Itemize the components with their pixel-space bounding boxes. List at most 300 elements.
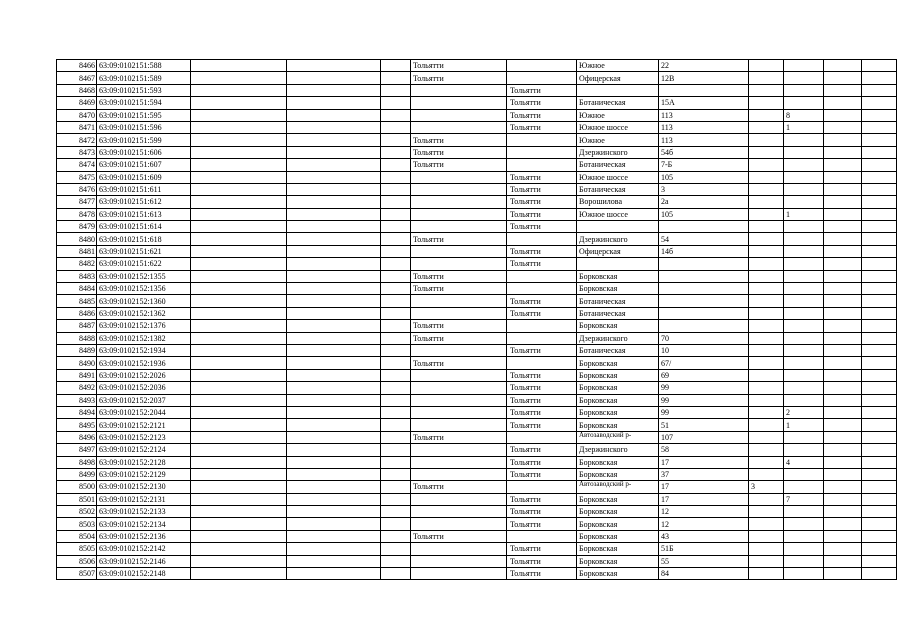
empty-cell bbox=[381, 72, 411, 84]
row-number-cell: 8485 bbox=[57, 295, 97, 307]
empty-cell bbox=[862, 444, 897, 456]
empty-cell bbox=[191, 72, 287, 84]
cadastral-number-cell: 63:09:0102152:2136 bbox=[97, 530, 191, 542]
empty-cell bbox=[381, 369, 411, 381]
empty-cell bbox=[381, 196, 411, 208]
empty-cell bbox=[191, 159, 287, 171]
empty-cell bbox=[287, 543, 381, 555]
empty-cell bbox=[862, 60, 897, 72]
city-cell bbox=[411, 493, 507, 505]
building-cell bbox=[749, 307, 784, 319]
empty-cell bbox=[191, 295, 287, 307]
empty-cell bbox=[824, 344, 862, 356]
empty-cell bbox=[191, 97, 287, 109]
empty-cell bbox=[191, 258, 287, 270]
row-number-cell: 8493 bbox=[57, 394, 97, 406]
house-cell: 113 bbox=[659, 121, 749, 133]
street-cell: Дзержинского bbox=[577, 146, 659, 158]
city-alt-cell: Тольятти bbox=[507, 518, 577, 530]
empty-cell bbox=[862, 221, 897, 233]
city-alt-cell bbox=[507, 320, 577, 332]
table-row bbox=[57, 208, 897, 220]
city-cell bbox=[411, 258, 507, 270]
street-cell: Борковская bbox=[577, 357, 659, 369]
table-row bbox=[57, 369, 897, 381]
house-cell: 70 bbox=[659, 332, 749, 344]
city-alt-cell: Тольятти bbox=[507, 84, 577, 96]
apartment-cell: 1 bbox=[784, 121, 824, 133]
city-cell bbox=[411, 394, 507, 406]
street-cell: Борковская bbox=[577, 493, 659, 505]
cadastral-number-cell: 63:09:0102151:594 bbox=[97, 97, 191, 109]
empty-cell bbox=[862, 481, 897, 493]
empty-cell bbox=[381, 183, 411, 195]
building-cell bbox=[749, 84, 784, 96]
cadastral-number-cell: 63:09:0102152:2142 bbox=[97, 543, 191, 555]
building-cell bbox=[749, 320, 784, 332]
house-cell: 113 bbox=[659, 134, 749, 146]
house-cell: 37 bbox=[659, 468, 749, 480]
city-cell bbox=[411, 506, 507, 518]
apartment-cell: 1 bbox=[784, 419, 824, 431]
apartment-cell bbox=[784, 258, 824, 270]
apartment-cell bbox=[784, 369, 824, 381]
empty-cell bbox=[381, 233, 411, 245]
cadastral-number-cell: 63:09:0102152:2026 bbox=[97, 369, 191, 381]
house-cell: 107 bbox=[659, 431, 749, 443]
cadastral-number-cell: 63:09:0102151:618 bbox=[97, 233, 191, 245]
apartment-cell bbox=[784, 431, 824, 443]
city-cell bbox=[411, 196, 507, 208]
empty-cell bbox=[824, 555, 862, 567]
empty-cell bbox=[381, 109, 411, 121]
street-cell: Дзержинского bbox=[577, 332, 659, 344]
table-row bbox=[57, 444, 897, 456]
building-cell: 3 bbox=[749, 481, 784, 493]
empty-cell bbox=[191, 369, 287, 381]
table-row bbox=[57, 97, 897, 109]
row-number-cell: 8497 bbox=[57, 444, 97, 456]
city-cell bbox=[411, 344, 507, 356]
empty-cell bbox=[862, 159, 897, 171]
table-row bbox=[57, 320, 897, 332]
city-alt-cell: Тольятти bbox=[507, 208, 577, 220]
empty-cell bbox=[862, 109, 897, 121]
empty-cell bbox=[824, 307, 862, 319]
street-cell: Борковская bbox=[577, 456, 659, 468]
building-cell bbox=[749, 97, 784, 109]
house-cell bbox=[659, 258, 749, 270]
empty-cell bbox=[287, 270, 381, 282]
empty-cell bbox=[191, 456, 287, 468]
table-row bbox=[57, 84, 897, 96]
apartment-cell bbox=[784, 543, 824, 555]
table-row bbox=[57, 493, 897, 505]
empty-cell bbox=[191, 233, 287, 245]
empty-cell bbox=[862, 332, 897, 344]
table-row bbox=[57, 146, 897, 158]
apartment-cell bbox=[784, 97, 824, 109]
city-cell bbox=[411, 295, 507, 307]
empty-cell bbox=[287, 320, 381, 332]
empty-cell bbox=[287, 245, 381, 257]
city-cell bbox=[411, 468, 507, 480]
table-row bbox=[57, 233, 897, 245]
empty-cell bbox=[381, 134, 411, 146]
registry-table bbox=[56, 59, 897, 580]
city-cell bbox=[411, 555, 507, 567]
empty-cell bbox=[824, 568, 862, 580]
city-cell bbox=[411, 84, 507, 96]
row-number-cell: 8501 bbox=[57, 493, 97, 505]
apartment-cell bbox=[784, 382, 824, 394]
row-number-cell: 8482 bbox=[57, 258, 97, 270]
empty-cell bbox=[862, 357, 897, 369]
row-number-cell: 8503 bbox=[57, 518, 97, 530]
city-alt-cell: Тольятти bbox=[507, 419, 577, 431]
empty-cell bbox=[381, 394, 411, 406]
city-alt-cell: Тольятти bbox=[507, 221, 577, 233]
city-alt-cell: Тольятти bbox=[507, 506, 577, 518]
table-row bbox=[57, 60, 897, 72]
cadastral-number-cell: 63:09:0102152:1934 bbox=[97, 344, 191, 356]
empty-cell bbox=[191, 270, 287, 282]
table-row bbox=[57, 344, 897, 356]
house-cell: 12 bbox=[659, 506, 749, 518]
empty-cell bbox=[191, 382, 287, 394]
empty-cell bbox=[287, 295, 381, 307]
building-cell bbox=[749, 270, 784, 282]
empty-cell bbox=[287, 444, 381, 456]
table-row bbox=[57, 555, 897, 567]
row-number-cell: 8496 bbox=[57, 431, 97, 443]
street-cell: Борковская bbox=[577, 406, 659, 418]
empty-cell bbox=[824, 419, 862, 431]
city-alt-cell bbox=[507, 481, 577, 493]
house-cell: 7-Б bbox=[659, 159, 749, 171]
empty-cell bbox=[287, 456, 381, 468]
street-cell: Борковская bbox=[577, 543, 659, 555]
table-row bbox=[57, 357, 897, 369]
empty-cell bbox=[191, 134, 287, 146]
row-number-cell: 8500 bbox=[57, 481, 97, 493]
empty-cell bbox=[287, 196, 381, 208]
street-cell: Борковская bbox=[577, 320, 659, 332]
street-cell: Борковская bbox=[577, 468, 659, 480]
building-cell bbox=[749, 146, 784, 158]
empty-cell bbox=[824, 468, 862, 480]
empty-cell bbox=[191, 208, 287, 220]
empty-cell bbox=[824, 332, 862, 344]
empty-cell bbox=[824, 283, 862, 295]
building-cell bbox=[749, 518, 784, 530]
house-cell: 51Б bbox=[659, 543, 749, 555]
cadastral-number-cell: 63:09:0102151:589 bbox=[97, 72, 191, 84]
empty-cell bbox=[862, 134, 897, 146]
empty-cell bbox=[824, 295, 862, 307]
cadastral-number-cell: 63:09:0102152:1356 bbox=[97, 283, 191, 295]
cadastral-number-cell: 63:09:0102151:606 bbox=[97, 146, 191, 158]
city-cell: Тольятти bbox=[411, 233, 507, 245]
city-cell bbox=[411, 444, 507, 456]
apartment-cell bbox=[784, 84, 824, 96]
city-cell: Тольятти bbox=[411, 332, 507, 344]
table-row bbox=[57, 258, 897, 270]
empty-cell bbox=[287, 468, 381, 480]
empty-cell bbox=[381, 406, 411, 418]
street-cell: Ботаническая bbox=[577, 183, 659, 195]
street-cell: Борковская bbox=[577, 283, 659, 295]
empty-cell bbox=[824, 431, 862, 443]
empty-cell bbox=[862, 555, 897, 567]
building-cell bbox=[749, 406, 784, 418]
empty-cell bbox=[191, 431, 287, 443]
street-cell: Борковская bbox=[577, 555, 659, 567]
empty-cell bbox=[287, 84, 381, 96]
house-cell: 67/ bbox=[659, 357, 749, 369]
city-alt-cell: Тольятти bbox=[507, 444, 577, 456]
empty-cell bbox=[191, 493, 287, 505]
house-cell: 84 bbox=[659, 568, 749, 580]
empty-cell bbox=[287, 183, 381, 195]
empty-cell bbox=[381, 444, 411, 456]
building-cell bbox=[749, 444, 784, 456]
apartment-cell bbox=[784, 357, 824, 369]
city-cell bbox=[411, 406, 507, 418]
house-cell bbox=[659, 221, 749, 233]
empty-cell bbox=[381, 245, 411, 257]
apartment-cell bbox=[784, 332, 824, 344]
empty-cell bbox=[287, 530, 381, 542]
apartment-cell bbox=[784, 518, 824, 530]
empty-cell bbox=[824, 134, 862, 146]
building-cell bbox=[749, 221, 784, 233]
empty-cell bbox=[287, 568, 381, 580]
empty-cell bbox=[287, 221, 381, 233]
apartment-cell bbox=[784, 394, 824, 406]
empty-cell bbox=[824, 369, 862, 381]
empty-cell bbox=[824, 406, 862, 418]
empty-cell bbox=[191, 357, 287, 369]
house-cell: 55 bbox=[659, 555, 749, 567]
city-alt-cell: Тольятти bbox=[507, 369, 577, 381]
empty-cell bbox=[824, 84, 862, 96]
empty-cell bbox=[824, 382, 862, 394]
street-cell: Южное bbox=[577, 109, 659, 121]
empty-cell bbox=[824, 72, 862, 84]
house-cell: 17 bbox=[659, 493, 749, 505]
apartment-cell bbox=[784, 183, 824, 195]
empty-cell bbox=[862, 493, 897, 505]
table-row bbox=[57, 394, 897, 406]
cadastral-number-cell: 63:09:0102151:599 bbox=[97, 134, 191, 146]
table-row bbox=[57, 431, 897, 443]
empty-cell bbox=[381, 258, 411, 270]
apartment-cell bbox=[784, 146, 824, 158]
building-cell bbox=[749, 245, 784, 257]
apartment-cell bbox=[784, 245, 824, 257]
street-cell: Борковская bbox=[577, 382, 659, 394]
house-cell: 3 bbox=[659, 183, 749, 195]
empty-cell bbox=[862, 258, 897, 270]
empty-cell bbox=[191, 555, 287, 567]
empty-cell bbox=[381, 456, 411, 468]
apartment-cell bbox=[784, 196, 824, 208]
building-cell bbox=[749, 134, 784, 146]
empty-cell bbox=[862, 171, 897, 183]
city-cell: Тольятти bbox=[411, 159, 507, 171]
street-cell: Борковская bbox=[577, 270, 659, 282]
city-cell: Тольятти bbox=[411, 283, 507, 295]
street-cell: Борковская bbox=[577, 506, 659, 518]
row-number-cell: 8470 bbox=[57, 109, 97, 121]
house-cell: 17 bbox=[659, 456, 749, 468]
cadastral-number-cell: 63:09:0102152:2121 bbox=[97, 419, 191, 431]
cadastral-number-cell: 63:09:0102151:614 bbox=[97, 221, 191, 233]
street-cell: Южное bbox=[577, 134, 659, 146]
house-cell: 105 bbox=[659, 171, 749, 183]
empty-cell bbox=[381, 320, 411, 332]
empty-cell bbox=[824, 530, 862, 542]
empty-cell bbox=[381, 382, 411, 394]
empty-cell bbox=[862, 196, 897, 208]
apartment-cell bbox=[784, 481, 824, 493]
row-number-cell: 8498 bbox=[57, 456, 97, 468]
building-cell bbox=[749, 72, 784, 84]
cadastral-number-cell: 63:09:0102152:2128 bbox=[97, 456, 191, 468]
city-alt-cell bbox=[507, 431, 577, 443]
city-cell bbox=[411, 382, 507, 394]
row-number-cell: 8473 bbox=[57, 146, 97, 158]
cadastral-number-cell: 63:09:0102152:2134 bbox=[97, 518, 191, 530]
building-cell bbox=[749, 382, 784, 394]
building-cell bbox=[749, 456, 784, 468]
row-number-cell: 8468 bbox=[57, 84, 97, 96]
street-cell: Борковская bbox=[577, 518, 659, 530]
empty-cell bbox=[824, 109, 862, 121]
house-cell bbox=[659, 307, 749, 319]
empty-cell bbox=[824, 146, 862, 158]
city-cell: Тольятти bbox=[411, 146, 507, 158]
empty-cell bbox=[191, 307, 287, 319]
cadastral-number-cell: 63:09:0102152:2044 bbox=[97, 406, 191, 418]
city-alt-cell bbox=[507, 72, 577, 84]
street-cell: Офицерская bbox=[577, 72, 659, 84]
empty-cell bbox=[287, 357, 381, 369]
city-alt-cell: Тольятти bbox=[507, 344, 577, 356]
house-cell: 99 bbox=[659, 382, 749, 394]
building-cell bbox=[749, 431, 784, 443]
house-cell: 54б bbox=[659, 146, 749, 158]
street-cell: Ботаническая bbox=[577, 97, 659, 109]
city-alt-cell: Тольятти bbox=[507, 97, 577, 109]
empty-cell bbox=[191, 320, 287, 332]
city-cell: Тольятти bbox=[411, 320, 507, 332]
empty-cell bbox=[862, 208, 897, 220]
street-cell: Ботаническая bbox=[577, 295, 659, 307]
house-cell bbox=[659, 295, 749, 307]
empty-cell bbox=[381, 543, 411, 555]
empty-cell bbox=[287, 72, 381, 84]
city-cell: Тольятти bbox=[411, 60, 507, 72]
street-cell bbox=[577, 221, 659, 233]
street-cell: Южное bbox=[577, 60, 659, 72]
empty-cell bbox=[862, 468, 897, 480]
empty-cell bbox=[824, 183, 862, 195]
empty-cell bbox=[287, 369, 381, 381]
building-cell bbox=[749, 208, 784, 220]
empty-cell bbox=[381, 419, 411, 431]
empty-cell bbox=[381, 481, 411, 493]
house-cell bbox=[659, 270, 749, 282]
empty-cell bbox=[862, 530, 897, 542]
cadastral-number-cell: 63:09:0102151:613 bbox=[97, 208, 191, 220]
cadastral-number-cell: 63:09:0102152:2131 bbox=[97, 493, 191, 505]
table-row bbox=[57, 406, 897, 418]
empty-cell bbox=[287, 283, 381, 295]
city-alt-cell: Тольятти bbox=[507, 171, 577, 183]
cadastral-number-cell: 63:09:0102151:607 bbox=[97, 159, 191, 171]
empty-cell bbox=[381, 60, 411, 72]
empty-cell bbox=[381, 270, 411, 282]
cadastral-number-cell: 63:09:0102152:1376 bbox=[97, 320, 191, 332]
city-alt-cell: Тольятти bbox=[507, 183, 577, 195]
empty-cell bbox=[824, 97, 862, 109]
empty-cell bbox=[862, 419, 897, 431]
empty-cell bbox=[287, 431, 381, 443]
city-alt-cell bbox=[507, 146, 577, 158]
city-cell bbox=[411, 518, 507, 530]
empty-cell bbox=[862, 283, 897, 295]
row-number-cell: 8484 bbox=[57, 283, 97, 295]
building-cell bbox=[749, 493, 784, 505]
row-number-cell: 8477 bbox=[57, 196, 97, 208]
city-alt-cell: Тольятти bbox=[507, 468, 577, 480]
city-cell bbox=[411, 245, 507, 257]
house-cell: 10 bbox=[659, 344, 749, 356]
house-cell: 43 bbox=[659, 530, 749, 542]
cadastral-number-cell: 63:09:0102151:611 bbox=[97, 183, 191, 195]
table-row bbox=[57, 109, 897, 121]
row-number-cell: 8466 bbox=[57, 60, 97, 72]
city-alt-cell: Тольятти bbox=[507, 295, 577, 307]
city-cell bbox=[411, 568, 507, 580]
cadastral-number-cell: 63:09:0102152:1362 bbox=[97, 307, 191, 319]
street-cell: Ботаническая bbox=[577, 307, 659, 319]
cadastral-number-cell: 63:09:0102152:2037 bbox=[97, 394, 191, 406]
building-cell bbox=[749, 530, 784, 542]
empty-cell bbox=[862, 431, 897, 443]
city-cell bbox=[411, 208, 507, 220]
empty-cell bbox=[287, 60, 381, 72]
row-number-cell: 8474 bbox=[57, 159, 97, 171]
house-cell: 58 bbox=[659, 444, 749, 456]
empty-cell bbox=[191, 146, 287, 158]
table-row bbox=[57, 332, 897, 344]
empty-cell bbox=[287, 555, 381, 567]
row-number-cell: 8494 bbox=[57, 406, 97, 418]
street-cell: Ботаническая bbox=[577, 344, 659, 356]
house-cell: 69 bbox=[659, 369, 749, 381]
building-cell bbox=[749, 196, 784, 208]
row-number-cell: 8476 bbox=[57, 183, 97, 195]
empty-cell bbox=[862, 270, 897, 282]
empty-cell bbox=[381, 208, 411, 220]
apartment-cell bbox=[784, 555, 824, 567]
empty-cell bbox=[287, 406, 381, 418]
empty-cell bbox=[862, 568, 897, 580]
row-number-cell: 8502 bbox=[57, 506, 97, 518]
